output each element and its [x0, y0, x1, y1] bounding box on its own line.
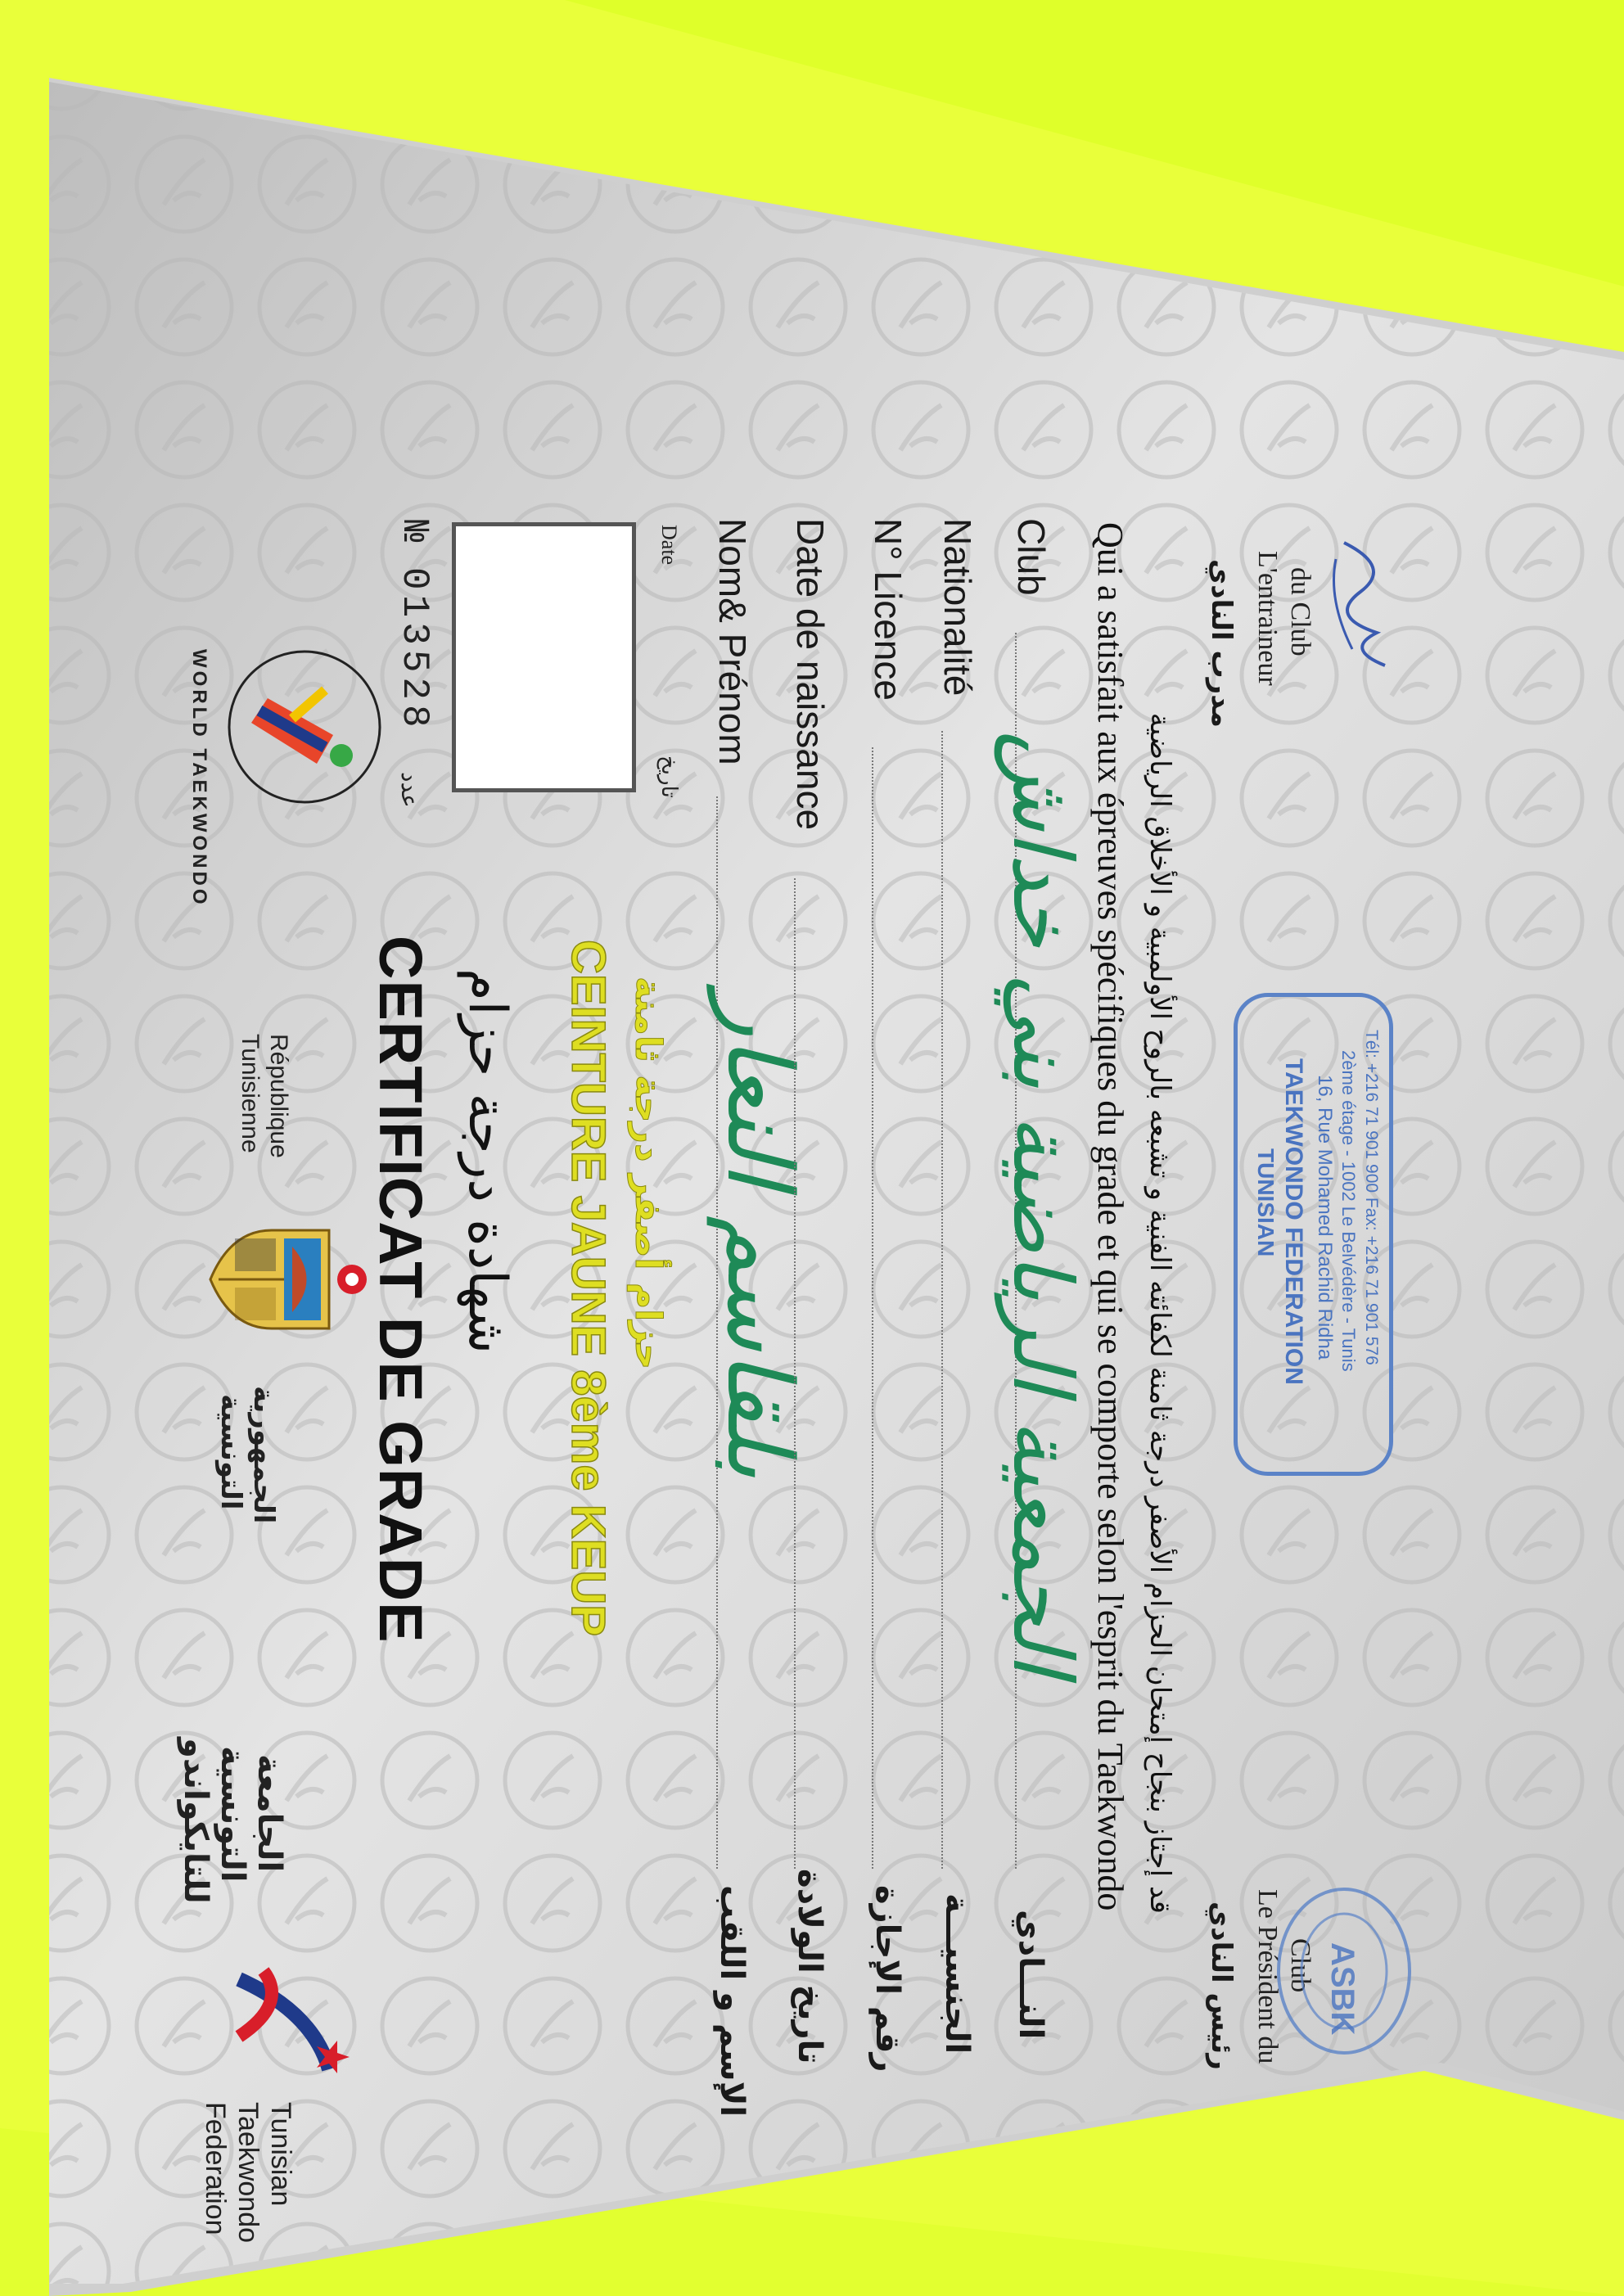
- certificate-number-symbol: №: [393, 519, 435, 543]
- republic-fr-line1: République: [265, 1033, 292, 1158]
- republic-ar-line1: الجمهورية: [247, 1385, 280, 1523]
- tunisian-taekwondo-federation-logo: [206, 1946, 362, 2086]
- field-birthdate-line: [794, 878, 796, 1869]
- field-nationality-line: [941, 731, 943, 1869]
- certificate-content: [165, 76, 1459, 2243]
- statement-fr: Qui a satisfait aux épreuves spécifiques du grade et qui se comporte selon l'esprit du Taekwondo: [1090, 521, 1130, 1910]
- president-label-fr-line2: Club: [1285, 1937, 1315, 1992]
- photo-box: [452, 522, 636, 792]
- field-club-label-ar: النـــادي: [1012, 1909, 1049, 2039]
- field-licence-line: [872, 747, 873, 1869]
- belt-grade-fr: CEINTURE JAUNE 8ème KEUP: [562, 939, 615, 1636]
- certificate-title-ar: شهادة درجة حزام: [457, 968, 517, 1354]
- federation-en-line3: Federation: [200, 2101, 231, 2235]
- coach-signature: [1320, 535, 1410, 674]
- field-name-label: Nom& Prénom: [711, 517, 754, 765]
- field-nationality-label-ar: الجنسيـــة: [938, 1892, 976, 2054]
- coach-label-ar: مدرب النادي: [1205, 558, 1238, 728]
- federation-stamp-line4: 2ème étage - 1002 Le Belvédère - Tunis: [1338, 1049, 1359, 1372]
- tunisia-coat-of-arms-icon: [206, 1206, 370, 1353]
- certificate-number: 013528: [393, 566, 435, 733]
- statement-ar: قد إجتاز بنجاح إمتحان الحزام الأصفر درجة ثامنة لكفائته الفنية و تشبعه بالروح الأولمبية و الأخلاق الرياضية: [1144, 712, 1176, 1914]
- field-club-value: الجمعية الرياضية بني خداش: [995, 730, 1090, 1676]
- coach-label-fr-line2: du Club: [1285, 566, 1315, 656]
- club-stamp-text: ASBK: [1324, 1942, 1360, 2035]
- federation-en-line2: Taekwondo: [232, 2101, 264, 2243]
- field-licence-label: N° Licence: [867, 517, 909, 701]
- federation-ar-line1: الجامعة: [250, 1753, 288, 1872]
- president-label-ar: رئيس النادي: [1205, 1901, 1238, 2070]
- field-nationality-label: Nationalité: [936, 517, 979, 696]
- certificate-title-fr: CERTIFICAT DE GRADE: [367, 935, 435, 1644]
- coach-label-fr-line1: L'entraineur: [1252, 550, 1283, 686]
- world-taekwondo-logo: [219, 641, 390, 813]
- photo-date-label-ar: تاريخ: [656, 755, 681, 798]
- federation-stamp-line3: 16, Rue Mohamed Rachid Ridha: [1314, 1074, 1336, 1360]
- federation-stamp-line2: TAEKWONDO FEDERATION: [1280, 1058, 1307, 1385]
- field-name-value: بلقاسم النعار: [707, 992, 812, 1479]
- field-birthdate-label-ar: تاريخ الولادة: [791, 1868, 828, 2064]
- president-label-fr-line1: Le Président du: [1252, 1888, 1283, 2064]
- field-birthdate-label: Date de naissance: [789, 517, 832, 830]
- world-taekwondo-text: WORLD TAEKWONDO: [188, 648, 210, 908]
- federation-stamp-line1: TUNISIAN: [1253, 1148, 1279, 1256]
- photo-date-label: Date: [657, 524, 681, 565]
- republic-ar-line2: التونسية: [214, 1393, 247, 1509]
- field-name-label-ar: الإسم و اللقب: [713, 1884, 751, 2117]
- field-club-label: Club: [1010, 517, 1053, 596]
- federation-stamp-line5: Tél: +216 71 901 900 Fax: +216 71 901 576: [1362, 1029, 1381, 1365]
- federation-ar-line3: للتايكواندو: [177, 1737, 214, 1904]
- federation-ar-line2: التونسية: [214, 1745, 251, 1882]
- field-licence-label-ar: رقم الإجازة: [868, 1884, 906, 2072]
- republic-fr-line2: Tunisienne: [237, 1033, 264, 1153]
- federation-en-line1: Tunisian: [265, 2101, 296, 2206]
- belt-grade-ar: حزام أصفر درجة ثامنة: [627, 976, 669, 1369]
- certificate-number-label-ar: عدد: [396, 771, 423, 808]
